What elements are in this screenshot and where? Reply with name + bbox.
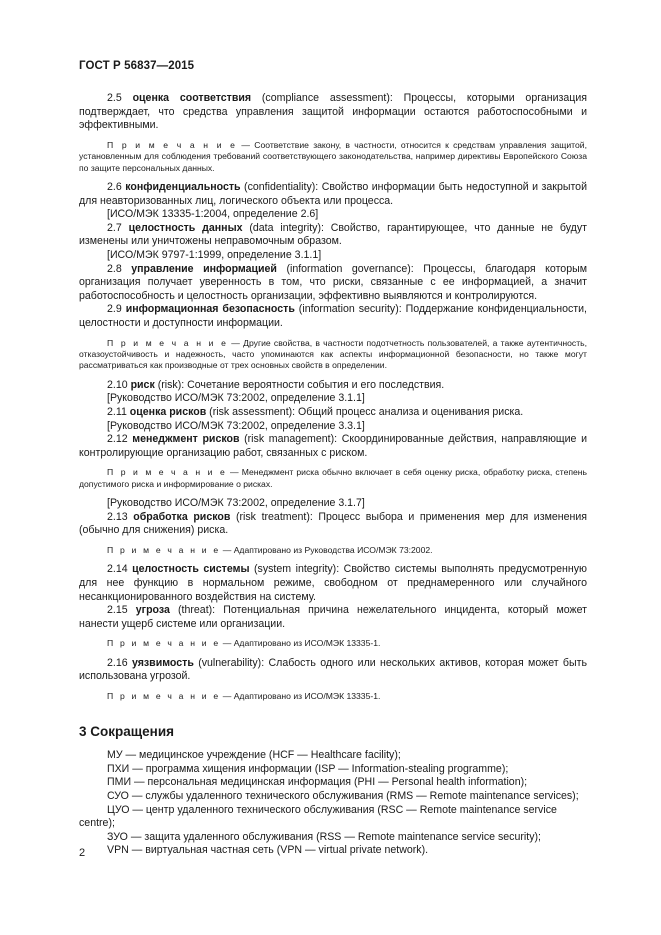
note-text: — Другие свойства, в частности подотчетность пользователей, а также аутентичность, отказоустойчивость и надежность, часто упоминаются как аспекты информационной безопасности, но также могут рассматриваться как производные от трех основных свойств в определении. <box>79 337 587 371</box>
note-text: — Адаптировано из ИСО/МЭК 13335-1. <box>220 690 381 701</box>
term-title: менеджмент рисков <box>132 433 240 446</box>
term-text: (confidentiality): Свойство информации быть недоступной и закрытой для неавторизованных лиц, логического объекта или процесса. <box>79 181 587 207</box>
term-text: (data integrity): Свойство, гарантирующее, что данные не будут изменены или уничтожены неправомочным образом. <box>79 221 588 248</box>
term-title: целостность данных <box>128 221 243 234</box>
term-note <box>79 467 587 490</box>
term-entry <box>79 303 587 371</box>
term-text: (information security): Поддержание конфиденциальности, целостности и доступности информации. <box>79 303 587 329</box>
term-text: (compliance assessment): Процессы, которыми организация подтверждает, что средства управления защитой информации остаются работоспособными и эффективными. <box>79 92 587 132</box>
term-number: 2.10 <box>107 378 128 391</box>
note-label: П р и м е ч а н и е <box>107 467 227 478</box>
abbreviation-item: МУ — медицинское учреждение (HCF — Healthcare facility); <box>107 749 401 762</box>
term-definition <box>79 511 587 538</box>
term-definition <box>79 181 587 208</box>
term-reference: [Руководство ИСО/МЭК 73:2002, определение 3.1.7] <box>107 497 365 510</box>
term-title: угроза <box>135 604 170 617</box>
note-text: — Соответствие закону, в частности, относится к средствам управления защитой, установленным для соблюдения требований соответствующего законодательства, например директивы Европейского Союза по защите персональных данных. <box>79 139 587 173</box>
note-text: — Менеджмент риска обычно включает в себя оценку риска, обработку риска, степень допустимого риска и информирование о рисках. <box>79 467 587 489</box>
term-text: (risk assessment): Общий процесс анализа и оценивания риска. <box>206 405 524 418</box>
term-title: обработка рисков <box>133 510 231 523</box>
note-text: — Адаптировано из Руководства ИСО/МЭК 73:2002. <box>220 544 433 555</box>
term-number: 2.9 <box>107 303 122 316</box>
term-definition <box>79 92 587 133</box>
term-number: 2.13 <box>107 510 128 523</box>
abbreviation-item: ПМИ — персональная медицинская информация (PHI — Personal health information); <box>107 776 528 789</box>
abbreviation-list <box>79 749 587 858</box>
term-definition <box>79 406 587 420</box>
term-text: (risk management): Скоординированные действия, направляющие и контролирующие организацию работ, связанных с риском. <box>79 433 587 459</box>
term-title: конфиденциальность <box>125 181 241 193</box>
term-text: (system integrity): Свойство системы выполнять предусмотренную для нее функцию в нормальном режиме, свободном от преднамеренного или случайного несанкционированного воздействия на систему. <box>79 563 587 603</box>
document-body <box>79 92 587 858</box>
term-entry <box>79 92 587 174</box>
note-label: П р и м е ч а н и е <box>107 337 229 348</box>
abbreviation-item: ЦУО — центр удаленного технического обслуживания (RSC — Remote maintenance service centre); <box>79 803 557 830</box>
term-number: 2.16 <box>107 656 128 669</box>
term-entry <box>79 222 587 263</box>
term-title: информационная безопасность <box>125 303 295 316</box>
abbreviation-item: СУО — службы удаленного технического обслуживания (RMS — Remote maintenance services); <box>107 790 579 803</box>
term-reference: [Руководство ИСО/МЭК 73:2002, определение 3.3.1] <box>107 419 365 432</box>
document-header: ГОСТ Р 56837—2015 <box>79 60 195 72</box>
term-text: (information governance): Процессы, благодаря которым организация получает уверенность в том, что риски, связанные с ее информацией, а значит работоспособность и целостность организации, эффективно выявляются и контролируются. <box>79 262 587 302</box>
section-title: 3 Сокращения <box>79 724 174 740</box>
term-entry <box>79 263 587 304</box>
term-entry <box>79 406 587 433</box>
term-text: (risk treatment): Процесс выбора и применения мер для изменения (обычно для снижения) риска. <box>79 510 588 537</box>
abbreviation-item: ЗУО — защита удаленного обслуживания (RSS — Remote maintenance service security); <box>107 830 541 843</box>
term-definition <box>79 303 587 330</box>
term-text: (vulnerability): Слабость одного или нескольких активов, которая может быть использована угрозой. <box>79 656 587 683</box>
term-definition <box>79 563 587 604</box>
term-definition <box>79 657 587 684</box>
term-note <box>79 691 587 702</box>
term-definition <box>79 379 587 393</box>
term-entry <box>79 433 587 511</box>
term-title: управление информацией <box>131 262 277 275</box>
term-entry <box>79 511 587 557</box>
term-note <box>79 338 587 372</box>
term-definition <box>79 433 587 460</box>
abbreviation-item: ПХИ — программа хищения информации (ISP — Information-stealing programme); <box>107 762 509 775</box>
term-note <box>79 140 587 174</box>
term-reference: [Руководство ИСО/МЭК 73:2002, определение 3.1.1] <box>107 392 365 405</box>
term-definition <box>79 604 587 631</box>
term-number: 2.7 <box>107 221 122 234</box>
term-number: 2.11 <box>107 405 127 418</box>
note-label: П р и м е ч а н и е <box>107 139 238 150</box>
term-number: 2.15 <box>107 604 128 617</box>
note-label: П р и м е ч а н и е <box>107 638 221 649</box>
term-entry <box>79 657 587 703</box>
term-number: 2.6 <box>107 181 122 193</box>
term-text: (threat): Потенциальная причина нежелательного инцидента, который может нанести ущерб системе или организации. <box>79 604 587 630</box>
abbreviation-item: VPN — виртуальная частная сеть (VPN — virtual private network). <box>107 844 429 857</box>
term-definition <box>79 263 587 304</box>
note-text: — Адаптировано из ИСО/МЭК 13335-1. <box>220 638 381 649</box>
term-reference: [ИСО/МЭК 9797-1:1999, определение 3.1.1] <box>107 248 322 261</box>
term-title: оценка соответствия <box>132 92 252 104</box>
term-number: 2.8 <box>107 262 122 275</box>
note-label: П р и м е ч а н и е <box>107 544 221 555</box>
term-entry <box>79 563 587 604</box>
term-definition <box>79 222 587 249</box>
term-title: целостность системы <box>132 563 250 576</box>
term-reference: [ИСО/МЭК 13335-1:2004, определение 2.6] <box>107 208 319 221</box>
term-number: 2.14 <box>107 563 128 576</box>
term-number: 2.5 <box>107 92 122 104</box>
note-label: П р и м е ч а н и е <box>107 690 221 701</box>
term-entry <box>79 379 587 406</box>
term-text: (risk): Сочетание вероятности события и его последствия. <box>154 378 445 391</box>
term-title: риск <box>130 378 155 391</box>
term-title: уязвимость <box>131 656 194 669</box>
term-note <box>79 545 587 556</box>
page-number: 2 <box>79 847 86 859</box>
term-number: 2.12 <box>107 433 128 446</box>
term-note <box>79 638 587 649</box>
term-entry <box>79 181 587 222</box>
term-title: оценка рисков <box>129 405 207 418</box>
term-entry <box>79 604 587 650</box>
